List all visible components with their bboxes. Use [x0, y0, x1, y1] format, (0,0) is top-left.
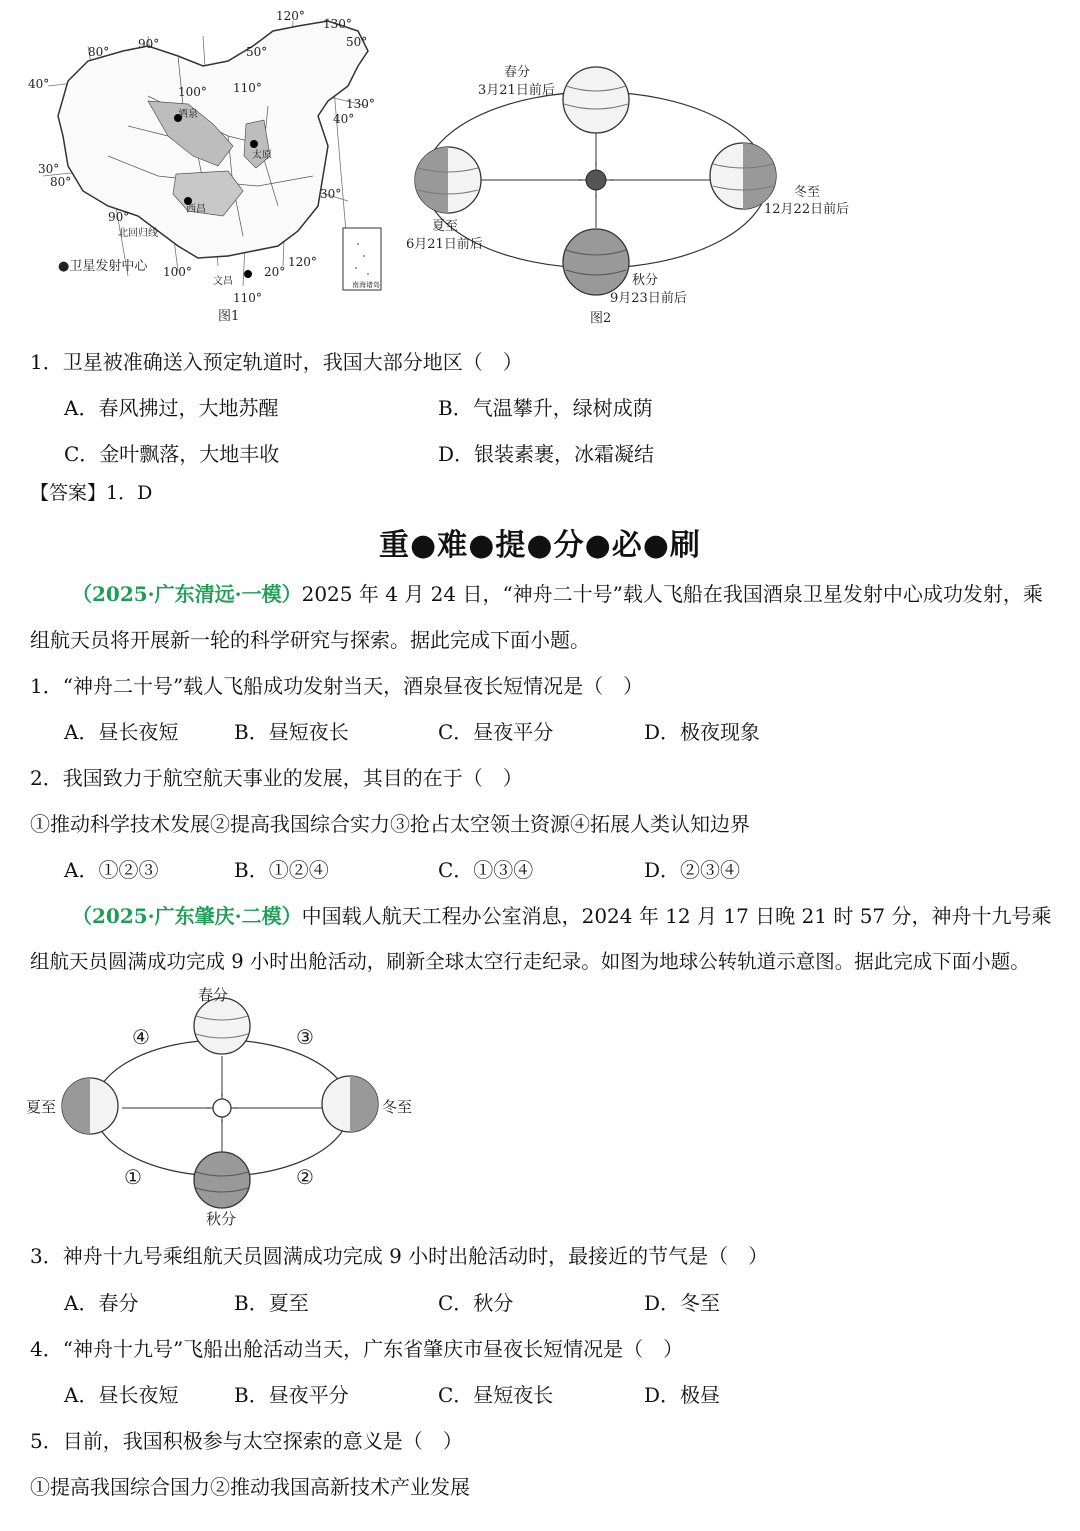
- q-top-option-c: C．金叶飘落，大地丰收: [64, 442, 280, 466]
- q-top-option-d: D．银装素裹，冰霜凝结: [438, 442, 655, 466]
- svg-text:80°: 80°: [50, 175, 72, 189]
- earth-winter-icon: [710, 143, 776, 209]
- svg-text:50°: 50°: [246, 45, 268, 59]
- sun-icon: [586, 170, 606, 190]
- svg-text:春分: 春分: [198, 986, 229, 1004]
- svg-text:9月23日前后: 9月23日前后: [610, 291, 687, 306]
- group1-intro-line1: [72, 578, 1043, 607]
- svg-text:120°: 120°: [276, 9, 305, 23]
- segment-2-label: ②: [296, 1165, 314, 1189]
- q4-option-a: A．昼长夜短: [64, 1383, 179, 1407]
- q3-option-a: A．春分: [64, 1291, 139, 1315]
- q3-stem: 3．神舟十九号乘组航天员圆满成功完成 9 小时出舱活动时，最接近的节气是（ ）: [30, 1244, 769, 1268]
- q5-statements: ①提高我国综合国力②推动我国高新技术产业发展: [30, 1475, 470, 1499]
- group2-source: （2025·广东肇庆·二模）: [72, 904, 302, 928]
- label-tropic: 北回归线: [118, 228, 158, 239]
- section-title: 重●难●提●分●必●刷: [379, 528, 701, 563]
- svg-text:100°: 100°: [178, 85, 207, 99]
- q-top-option-a: A．春风拂过，大地苏醒: [64, 396, 279, 420]
- svg-text:秋分: 秋分: [632, 273, 659, 288]
- group1-intro-line2: 组航天员将开展新一轮的科学研究与探索。据此完成下面小题。: [30, 628, 590, 652]
- q-top-stem: 1．卫星被准确送入预定轨道时，我国大部分地区（ ）: [30, 350, 523, 374]
- q4-option-b: B．昼夜平分: [234, 1383, 349, 1407]
- figure-1-caption: 图1: [218, 309, 240, 324]
- earth-summer-small-icon: [62, 1078, 118, 1134]
- svg-text:12月22日前后: 12月22日前后: [764, 202, 850, 217]
- earth-spring-small-icon: [194, 998, 250, 1054]
- q1-option-a: A．昼长夜短: [64, 720, 179, 744]
- q3-option-d: D．冬至: [644, 1291, 721, 1315]
- group1-source: （2025·广东清远·一模）: [72, 582, 302, 606]
- earth-winter-small-icon: [322, 1076, 378, 1132]
- svg-text:冬至: 冬至: [382, 1098, 413, 1116]
- earth-autumn-small-icon: [194, 1152, 250, 1208]
- group2-intro-line2: 组航天员圆满成功完成 9 小时出舱活动，刷新全球太空行走纪录。如图为地球公转轨道示意图。据此完成下面小题。: [30, 950, 1030, 973]
- earth-spring-icon: [563, 67, 629, 133]
- q1-option-c: C．昼夜平分: [438, 720, 554, 744]
- svg-text:夏至: 夏至: [26, 1098, 57, 1116]
- group2-intro-text1: 中国载人航天工程办公室消息，2024 年 12 月 17 日晚 21 时 57 分，神舟十九号乘: [301, 904, 1052, 928]
- q5-stem: 5．目前，我国积极参与太空探索的意义是（ ）: [30, 1429, 463, 1453]
- svg-text:40°: 40°: [333, 112, 355, 126]
- svg-text:春分: 春分: [504, 65, 531, 80]
- q3-option-c: C．秋分: [438, 1291, 514, 1315]
- q3-option-b: B．夏至: [234, 1291, 309, 1315]
- earth-autumn-icon: [563, 229, 629, 295]
- svg-text:110°: 110°: [233, 81, 262, 95]
- label-xichang: 西昌: [186, 204, 206, 215]
- figure-2-caption: 图2: [590, 311, 612, 326]
- svg-text:100°: 100°: [163, 265, 192, 279]
- answer-line: 【答案】1．D: [30, 482, 153, 504]
- q-top-option-b: B．气温攀升，绿树成荫: [438, 396, 653, 420]
- q1-option-d: D．极夜现象: [644, 720, 761, 744]
- launch-site-taiyuan: [250, 140, 258, 148]
- segment-1-label: ①: [124, 1165, 142, 1189]
- q2-option-a: A．①②③: [64, 858, 159, 882]
- figure-2-earth-orbit: [400, 56, 870, 328]
- q1-stem: 1．“神舟二十号”载人飞船成功发射当天，酒泉昼夜长短情况是（ ）: [30, 674, 644, 698]
- segment-3-label: ③: [296, 1025, 314, 1049]
- legend-launch-center: ●卫星发射中心: [58, 259, 148, 274]
- svg-text:冬至: 冬至: [794, 185, 821, 200]
- svg-text:110°: 110°: [233, 291, 262, 305]
- svg-text:30°: 30°: [320, 187, 342, 201]
- q4-option-d: D．极昼: [644, 1383, 721, 1407]
- q2-stem: 2．我国致力于航空航天事业的发展，其目的在于（ ）: [30, 766, 523, 790]
- svg-text:夏至: 夏至: [432, 219, 459, 234]
- inset-label: 南海诸岛: [352, 281, 380, 289]
- figure-1-china-map: [28, 6, 388, 328]
- svg-text:20°: 20°: [264, 265, 286, 279]
- svg-text:40°: 40°: [28, 77, 50, 91]
- svg-text:80°: 80°: [88, 45, 110, 59]
- q2-option-d: D．②③④: [644, 858, 741, 882]
- launch-site-wenchang: [244, 270, 252, 278]
- svg-text:90°: 90°: [138, 37, 160, 51]
- group2-intro-line1: [72, 900, 1052, 929]
- svg-text:130°: 130°: [346, 97, 375, 111]
- q2-option-b: B．①②④: [234, 858, 329, 882]
- svg-text:秋分: 秋分: [206, 1210, 237, 1228]
- segment-4-label: ④: [132, 1025, 150, 1049]
- figure-3-orbit-segments: [24, 986, 424, 1230]
- svg-text:50°: 50°: [346, 35, 368, 49]
- q4-stem: 4．“神舟十九号”飞船出舱活动当天，广东省肇庆市昼夜长短情况是（ ）: [30, 1337, 684, 1361]
- q2-option-c: C．①③④: [438, 858, 534, 882]
- label-taiyuan: 太原: [252, 150, 272, 161]
- svg-text:120°: 120°: [288, 255, 317, 269]
- q1-option-b: B．昼短夜长: [234, 720, 349, 744]
- svg-text:6月21日前后: 6月21日前后: [406, 237, 483, 252]
- label-wenchang: 文昌: [213, 276, 233, 287]
- svg-text:30°: 30°: [38, 162, 60, 176]
- svg-text:130°: 130°: [323, 17, 352, 31]
- group1-intro-text1: 2025 年 4 月 24 日，“神舟二十号”载人飞船在我国酒泉卫星发射中心成功发射，乘: [301, 582, 1043, 606]
- q4-option-c: C．昼短夜长: [438, 1383, 554, 1407]
- svg-text:90°: 90°: [108, 210, 130, 224]
- label-jiuquan: 酒泉: [178, 109, 198, 120]
- q2-statements: ①推动科学技术发展②提高我国综合实力③抢占太空领土资源④拓展人类认知边界: [30, 812, 750, 836]
- earth-summer-icon: [415, 147, 481, 213]
- svg-text:3月21日前后: 3月21日前后: [478, 83, 555, 98]
